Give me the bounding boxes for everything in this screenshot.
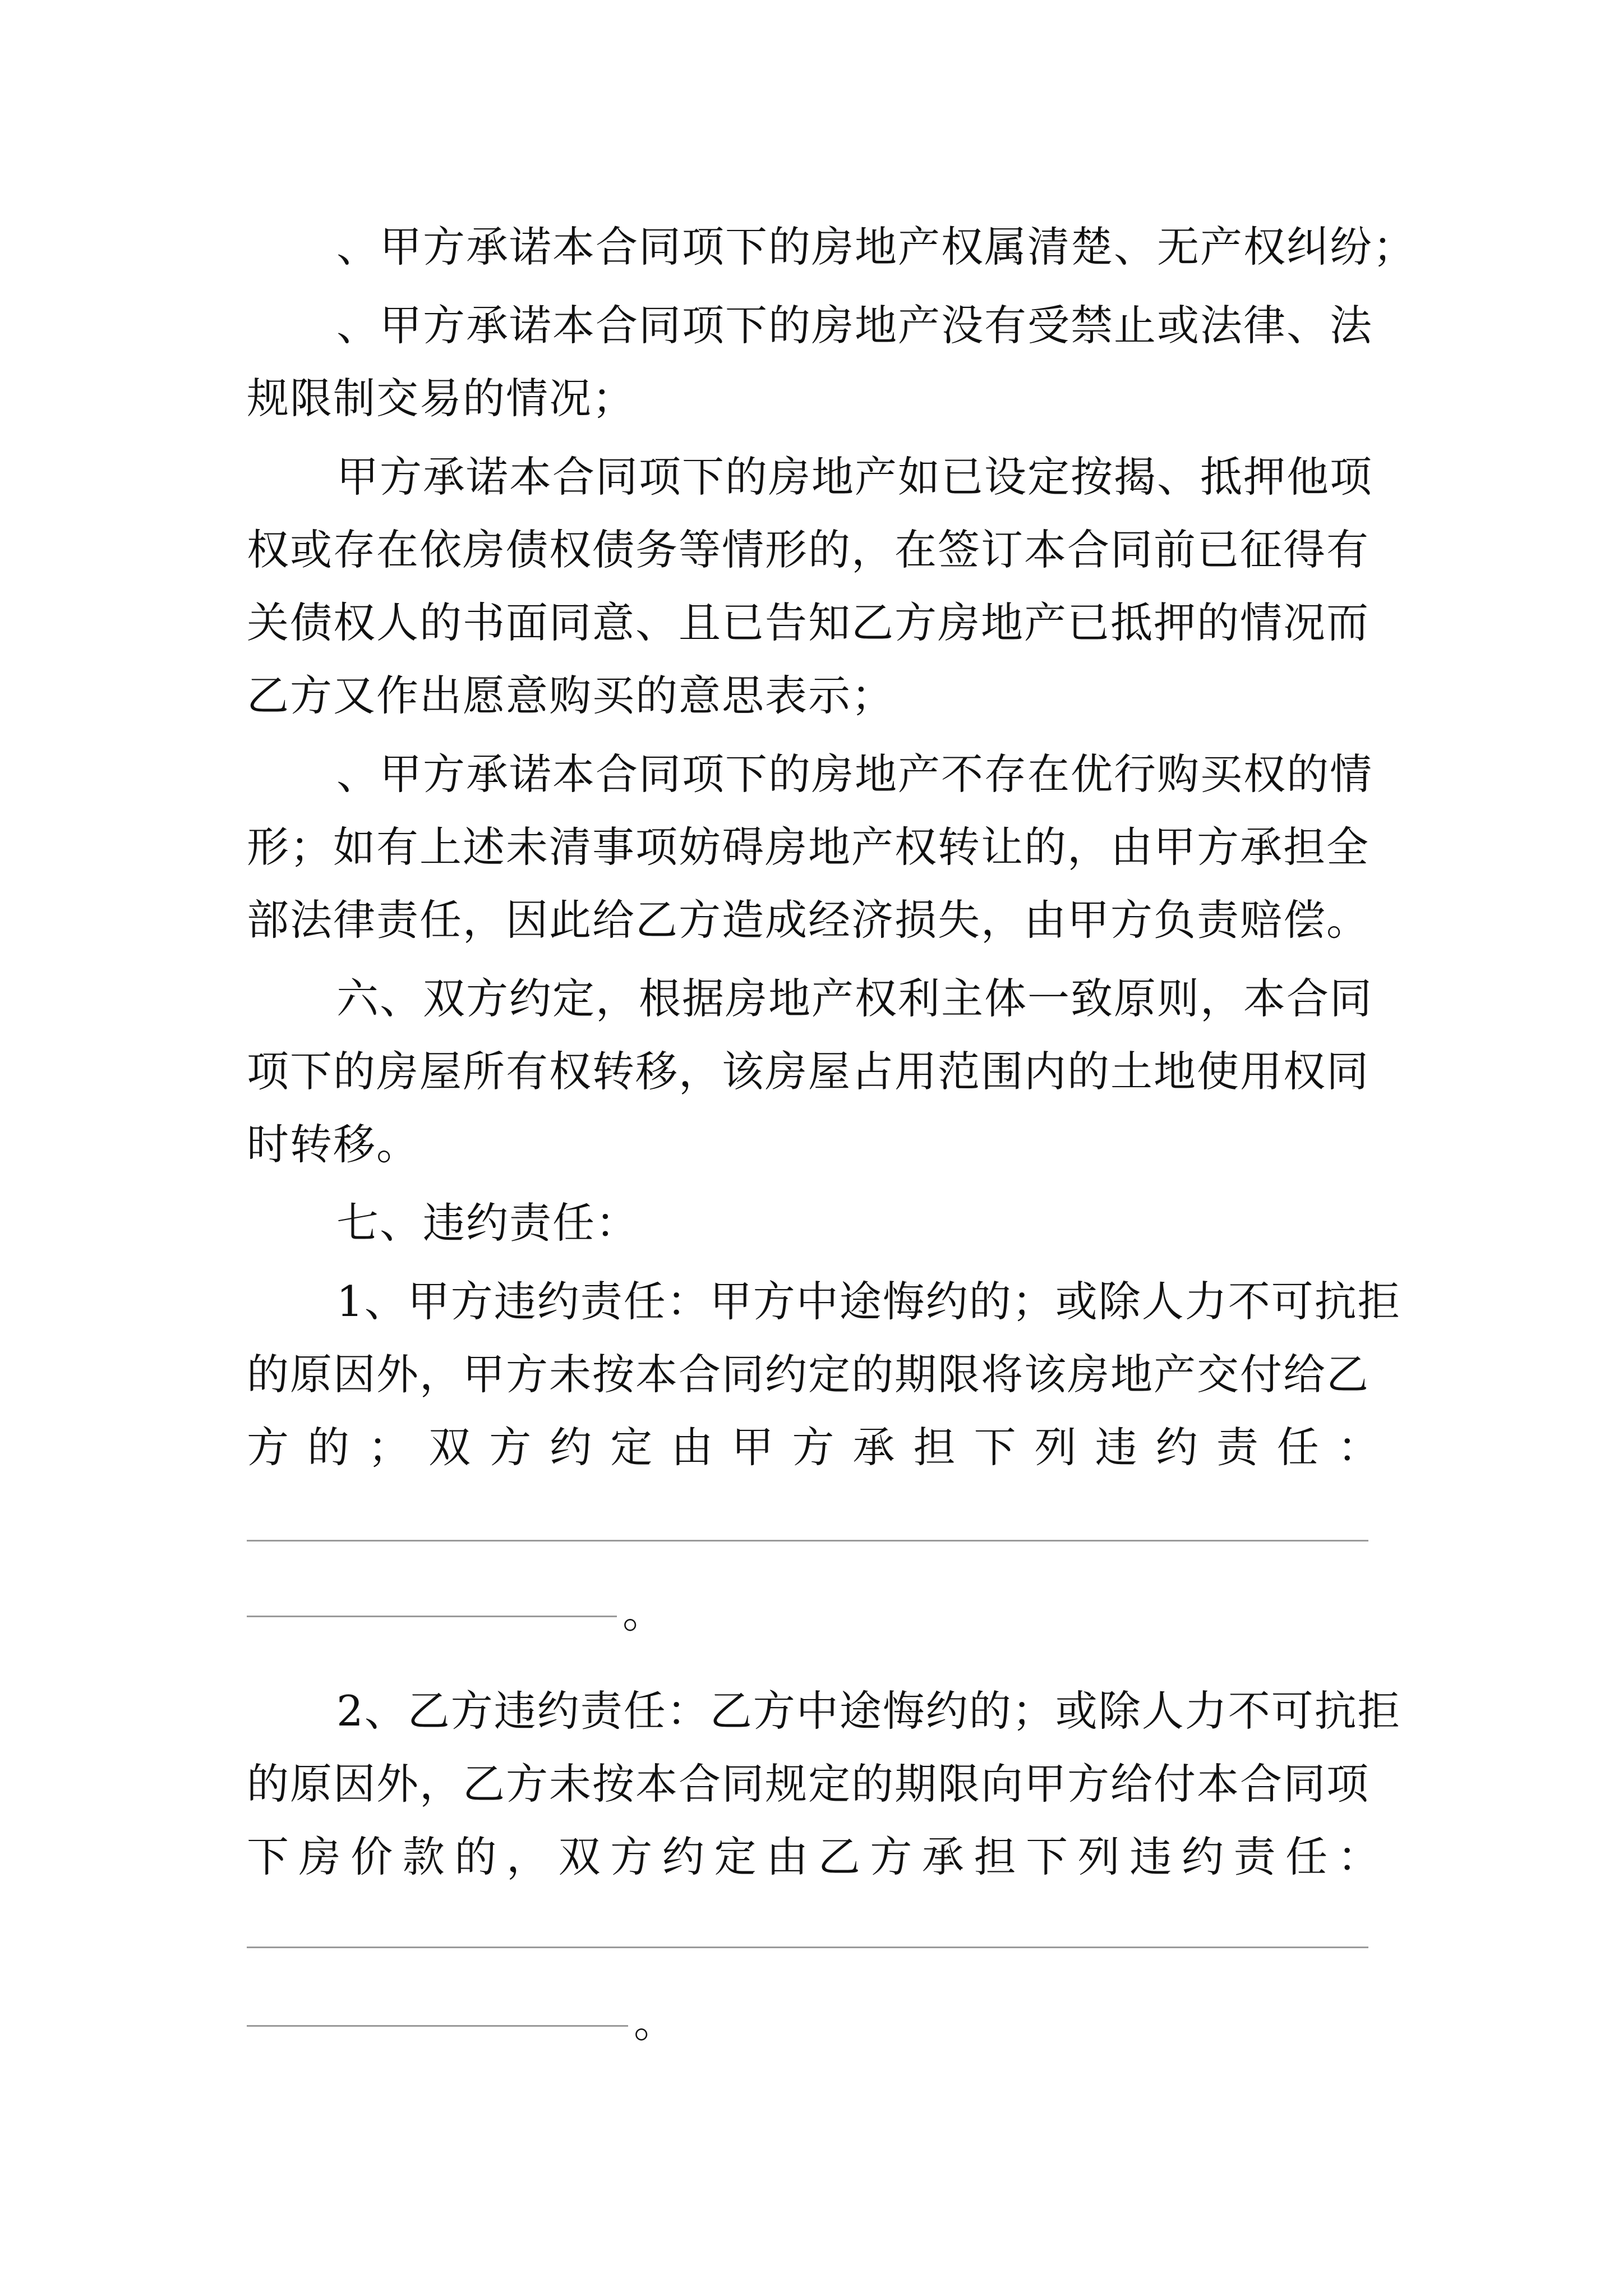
clause-warranty-no-restriction-line1: 、甲方承诺本合同项下的房地产没有受禁止或法律、法 <box>336 301 1373 350</box>
blank-line <box>247 1947 1368 1948</box>
clause-mortgage-line1: 甲方承诺本合同项下的房地产如已设定按揭、抵押他项 <box>336 452 1373 501</box>
blank-line <box>247 1540 1368 1542</box>
clause-preemption-line1: 、甲方承诺本合同项下的房地产不存在优行购买权的情 <box>336 749 1373 799</box>
clause-warranty-no-restriction-line2: 规限制交易的情况； <box>247 374 636 423</box>
clause-six-line3: 时转移。 <box>247 1120 420 1169</box>
clause-preemption-line3: 部法律责任，因此给乙方造成经济损失，由甲方负责赔偿。 <box>247 895 1370 945</box>
clause-mortgage-line4: 乙方又作出愿意购买的意思表示； <box>247 671 895 720</box>
clause-mortgage-line2: 权或存在依房债权债务等情形的，在签订本合同前已征得有 <box>247 525 1370 574</box>
clause-preemption-line2: 形；如有上述未清事项妨碍房地产权转让的，由甲方承担全 <box>247 822 1370 872</box>
clause-six-line1: 六、双方约定，根据房地产权利主体一致原则，本合同 <box>336 974 1373 1023</box>
blank-line <box>247 1616 617 1617</box>
blank-line-end-mark: 。 <box>634 1998 676 2047</box>
blank-line-end-mark: 。 <box>623 1588 665 1637</box>
clause-seven-1-line1: 1、甲方违约责任：甲方中途悔约的；或除人力不可抗拒 <box>336 1277 1401 1326</box>
clause-warranty-title-clear: 、甲方承诺本合同项下的房地产权属清楚、无产权纠纷； <box>336 222 1417 272</box>
clause-seven-1-line3-text: 方 的 ； 双 方 约 定 由 甲 方 承 担 下 列 违 约 责 任 ： <box>247 1423 1380 1472</box>
clause-seven-1-line3 <box>247 1419 1380 1475</box>
clause-six-line2: 项下的房屋所有权转移，该房屋占用范围内的土地使用权同 <box>247 1047 1370 1096</box>
clause-seven-2-line1: 2、乙方违约责任：乙方中途悔约的；或除人力不可抗拒 <box>336 1686 1401 1736</box>
blank-line <box>247 2025 628 2027</box>
clause-seven-2-line3-text: 下 房 价 款 的 ， 双 方 约 定 由 乙 方 承 担 下 列 违 约 责 任 ： <box>247 1832 1380 1881</box>
clause-seven-2-line3 <box>247 1829 1380 1885</box>
clause-seven-2-line2: 的原因外，乙方未按本合同规定的期限向甲方给付本合同项 <box>247 1759 1370 1809</box>
clause-seven-1-line2: 的原因外，甲方未按本合同约定的期限将该房地产交付给乙 <box>247 1350 1370 1399</box>
clause-seven-heading: 七、违约责任： <box>336 1198 639 1248</box>
clause-mortgage-line3: 关债权人的书面同意、且已告知乙方房地产已抵押的情况而 <box>247 598 1370 647</box>
